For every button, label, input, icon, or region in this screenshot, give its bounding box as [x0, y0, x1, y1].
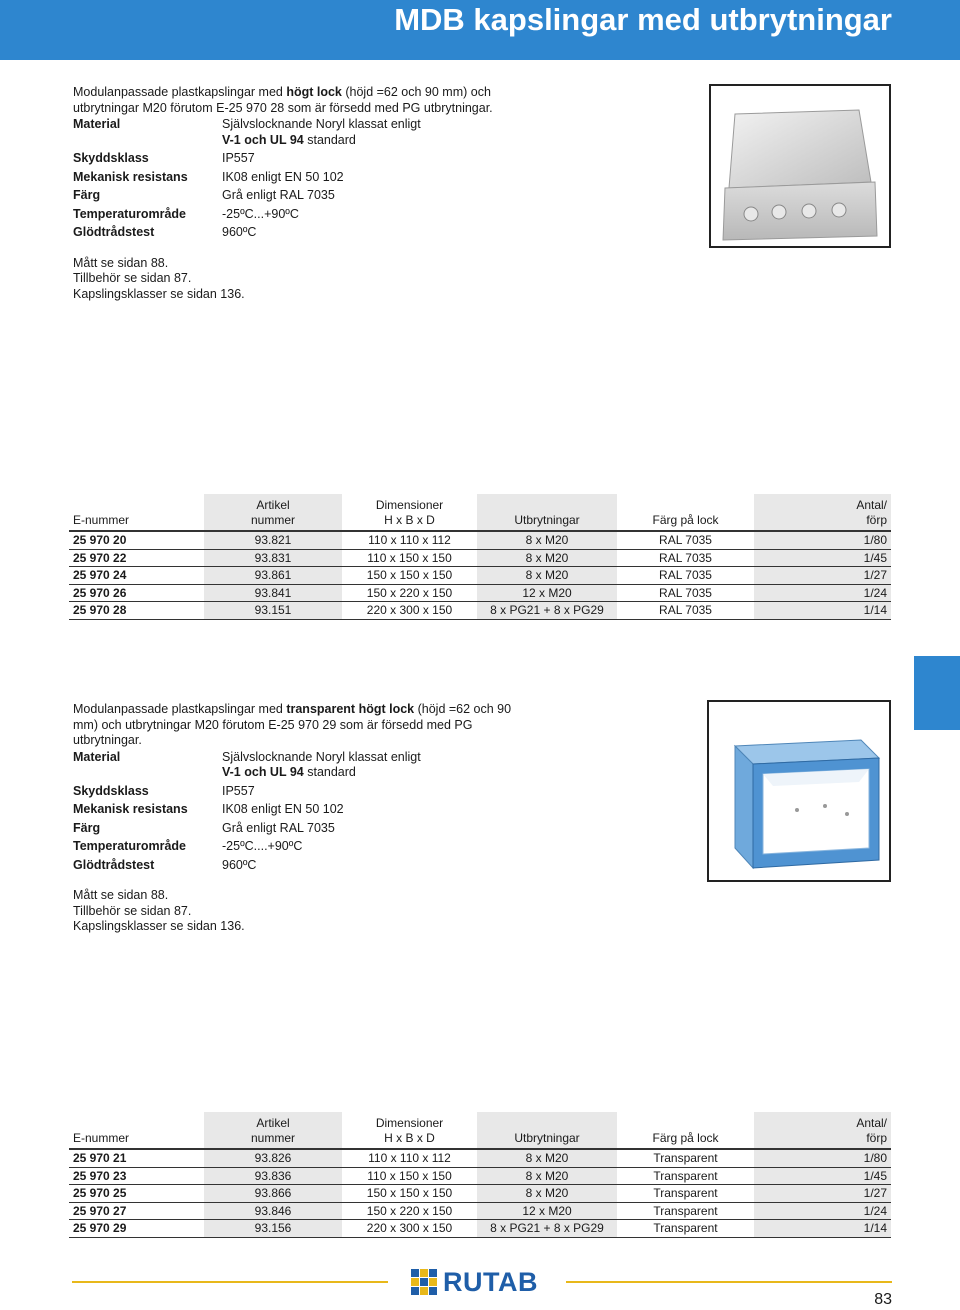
rutab-logo-text: RUTAB: [443, 1266, 538, 1297]
col-artikel: Artikel nummer: [204, 1112, 342, 1149]
spec-table-transparent: [69, 1112, 891, 1238]
table-row: 25 970 27 93.846 150 x 220 x 150 12 x M20 Transparent 1/24: [69, 1202, 891, 1220]
table-row: 25 970 28 93.151 220 x 300 x 150 8 x PG21 + 8 x PG29 RAL 7035 1/14: [69, 602, 891, 620]
property-skyddsklass: Skyddsklass IP557: [73, 783, 255, 798]
col-utbrytningar: Utbrytningar: [477, 1112, 617, 1149]
table-row: 25 970 24 93.861 150 x 150 x 150 8 x M20 RAL 7035 1/27: [69, 567, 891, 585]
page-number: 83: [874, 1291, 892, 1308]
col-antal: Antal/ förp: [754, 1112, 891, 1149]
table-row: 25 970 23 93.836 110 x 150 x 150 8 x M20 Transparent 1/45: [69, 1167, 891, 1185]
footer-rule-left: [72, 1281, 388, 1283]
col-dimensioner: Dimensioner H x B x D: [342, 494, 477, 531]
table-row: 25 970 22 93.831 110 x 150 x 150 8 x M20 RAL 7035 1/45: [69, 549, 891, 567]
note-tillbehor: Tillbehör se sidan 87.: [73, 903, 192, 918]
product-image-grey-enclosure: [709, 84, 891, 248]
property-skyddsklass: Skyddsklass IP557: [73, 151, 255, 165]
note-kapsling: Kapslingsklasser se sidan 136.: [73, 286, 245, 301]
note-matt: Mått se sidan 88.: [73, 888, 169, 902]
property-list: [73, 117, 513, 241]
reference-notes: [73, 256, 513, 303]
property-list: [73, 750, 513, 874]
rutab-logo-icon: [411, 1269, 437, 1295]
property-material: Material Självslocknande Noryl klassat enligt V-1 och UL 94 standard: [73, 117, 421, 147]
property-mekanisk: Mekanisk resistans IK08 enligt EN 50 102: [73, 169, 344, 184]
property-farg: Färg Grå enligt RAL 7035: [73, 188, 335, 202]
product-description-grey: [73, 85, 513, 302]
page-header: [0, 0, 960, 60]
page-title: MDB kapslingar med utbrytningar: [394, 2, 892, 37]
table-row: 25 970 29 93.156 220 x 300 x 150 8 x PG21 + 8 x PG29 Transparent 1/14: [69, 1220, 891, 1238]
property-temperatur: Temperaturområde -25ºC...+90ºC: [73, 206, 299, 221]
col-antal: Antal/ förp: [754, 494, 891, 531]
side-tab-marker: [914, 656, 960, 730]
table-row: 25 970 26 93.841 150 x 220 x 150 12 x M20 RAL 7035 1/24: [69, 584, 891, 602]
col-farg: Färg på lock: [617, 1112, 754, 1149]
product-description-transparent: [73, 702, 513, 935]
property-farg: Färg Grå enligt RAL 7035: [73, 820, 335, 835]
col-farg: Färg på lock: [617, 494, 754, 531]
table-header-row: [69, 1112, 891, 1149]
property-glodtrad: Glödtrådstest 960ºC: [73, 225, 257, 239]
grey-enclosure-illustration: [711, 86, 889, 246]
table-row: 25 970 21 93.826 110 x 110 x 112 8 x M20 Transparent 1/80: [69, 1149, 891, 1167]
note-tillbehor: Tillbehör se sidan 87.: [73, 271, 192, 285]
table-row: 25 970 20 93.821 110 x 110 x 112 8 x M20 RAL 7035 1/80: [69, 531, 891, 549]
rutab-logo: [411, 1268, 538, 1296]
property-temperatur: Temperaturområde -25ºC....+90ºC: [73, 839, 303, 853]
table-header-row: [69, 494, 891, 531]
transparent-enclosure-illustration: [709, 702, 889, 880]
property-material: Material Självslocknande Noryl klassat enligt V-1 och UL 94 standard: [73, 749, 421, 779]
col-dimensioner: Dimensioner H x B x D: [342, 1112, 477, 1149]
intro-text: Modulanpassade plastkapslingar med transparent högt lock (höjd =62 och 90 mm) och utbrytningar M20 förutom E-25 970 29 som är försedd med PG utbrytningar.: [73, 702, 512, 747]
property-glodtrad: Glödtrådstest 960ºC: [73, 857, 257, 872]
spec-table-grey: [69, 494, 891, 620]
table-row: 25 970 25 93.866 150 x 150 x 150 8 x M20 Transparent 1/27: [69, 1185, 891, 1203]
col-enummer: E-nummer: [69, 494, 204, 531]
col-artikel: Artikel nummer: [204, 494, 342, 531]
col-enummer: E-nummer: [69, 1112, 204, 1149]
note-kapsling: Kapslingsklasser se sidan 136.: [73, 919, 245, 933]
property-mekanisk: Mekanisk resistans IK08 enligt EN 50 102: [73, 802, 344, 816]
product-image-transparent-enclosure: [707, 700, 891, 882]
reference-notes: [73, 888, 513, 935]
col-utbrytningar: Utbrytningar: [477, 494, 617, 531]
intro-text: Modulanpassade plastkapslingar med högt lock (höjd =62 och 90 mm) och utbrytningar M20 förutom E-25 970 28 som är försedd med PG utbrytningar.: [73, 85, 493, 115]
footer-rule-right: [566, 1281, 892, 1283]
note-matt: Mått se sidan 88.: [73, 255, 169, 270]
